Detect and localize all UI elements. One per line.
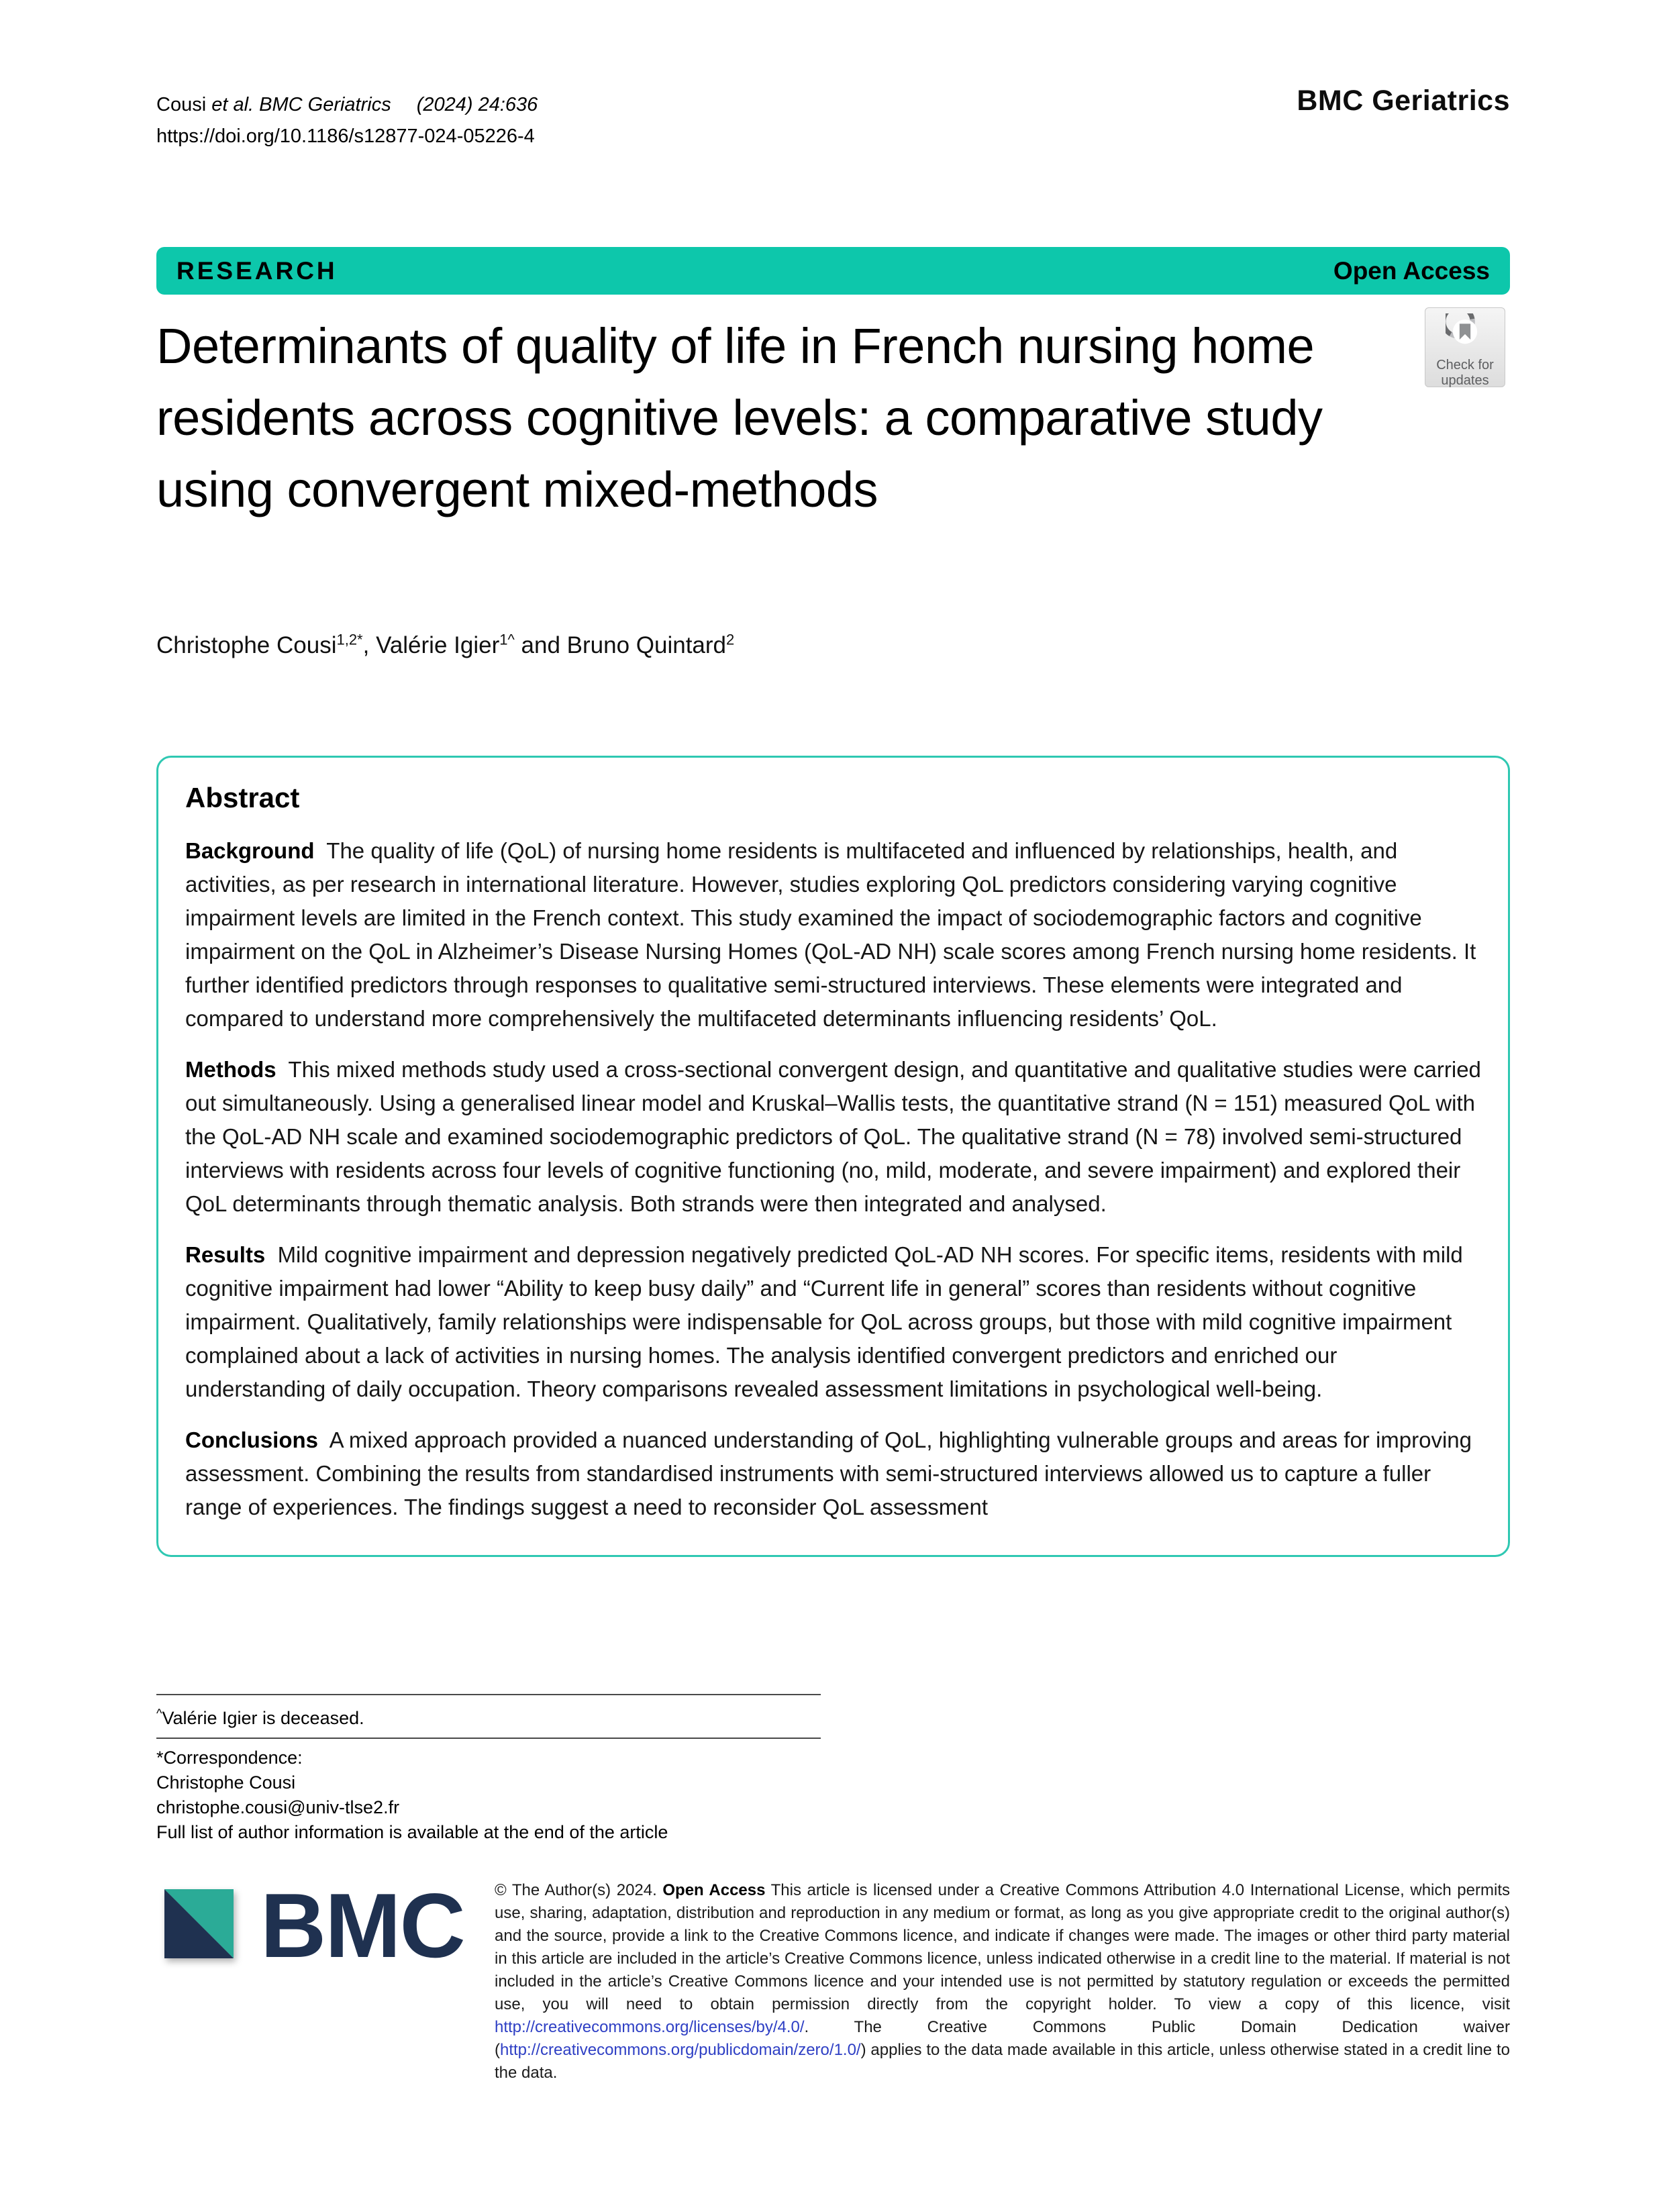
author-name: and Bruno Quintard: [514, 632, 727, 658]
article-type-banner: [156, 247, 1510, 295]
bmc-logo-text: BMC: [260, 1874, 464, 1976]
citation-journal: et al. BMC Geriatrics: [211, 94, 391, 115]
open-access-label: Open Access: [1333, 256, 1490, 285]
check-for-updates-button[interactable]: [1425, 307, 1505, 387]
abstract-conclusions: Conclusions A mixed approach provided a nuanced understanding of QoL, highlighting vulnerable groups and areas for improving assessment. Combining the results from standardised instruments with semi-structured interviews allowed us to capture a fuller range of experiences. The findings suggest a need to reconsider QoL assessment: [185, 1427, 1472, 1519]
bmc-logo: [164, 1874, 464, 1976]
open-access-bold: Open Access: [662, 1881, 766, 1899]
correspondence-label: *Correspondence:: [156, 1748, 303, 1768]
citation-line: [156, 94, 538, 115]
cc-by-license-link[interactable]: http://creativecommons.org/licenses/by/4.0/: [495, 2018, 805, 2036]
author-affiliation-marker: 2: [726, 631, 735, 648]
license-text: © The Author(s) 2024. Open Access This article is licensed under a Creative Commons Attribution 4.0 International License, which permits use, sharing, adaptation, distribution and reproduction in any medium or format, as long as you give appropriate credit to the original author(s) and the source, provide a link to the Creative Commons licence, and indicate if changes were made. The images or other third party material in this article are included in the article’s Creative Commons licence, unless indicated otherwise in a credit line to the material. If material is not included in the article’s Creative Commons licence and your intended use is not permitted by statutory regulation or exceeds the permitted use, you will need to obtain permission directly from the copyright holder. To view a copy of this licence, visit http://creativecommons.org/licenses/by/4.0/. The Creative Commons Public Domain Dedication waiver (http://creativecommons.org/publicdomain/zero/1.0/) applies to the data made available in this article, unless otherwise stated in a credit line to the data.: [495, 1881, 1510, 2082]
journal-masthead: BMC Geriatrics: [1297, 85, 1510, 117]
badge-label: Check for updates: [1436, 358, 1494, 388]
article-type-label: RESEARCH: [176, 256, 338, 285]
cc-zero-waiver-link[interactable]: http://creativecommons.org/publicdomain/zero/1.0/: [500, 2041, 861, 2059]
abstract-methods: Methods This mixed methods study used a cross-sectional convergent design, and quantitative and qualitative studies were carried out simultaneously. Using a generalised linear model and Kruskal–Wallis tests, the quantitative strand (N = 151) measured QoL with the QoL-AD NH scale and examined sociodemographic predictors of QoL. The qualitative strand (N = 78) involved semi-structured interviews with residents across four levels of cognitive functioning (no, mild, moderate, and severe impairment) and explored their QoL determinants through thematic analysis. Both strands were then integrated and analysed.: [185, 1057, 1481, 1216]
doi-link[interactable]: https://doi.org/10.1186/s12877-024-05226-4: [156, 125, 535, 147]
correspondence-block: [156, 1746, 821, 1845]
bmc-logo-icon: [164, 1889, 234, 1962]
abstract-background: Background The quality of life (QoL) of nursing home residents is multifaceted and influenced by relationships, health, and activities, as per research in international literature. However, studies exploring QoL predictors considering varying cognitive impairment levels are limited in the French context. This study examined the impact of sociodemographic factors and cognitive impairment on the QoL in Alzheimer’s Disease Nursing Homes (QoL-AD NH) scale scores among French nursing home residents. It further identified predictors through responses to qualitative semi-structured interviews. These elements were integrated and compared to understand more comprehensively the multifaceted determinants influencing residents’ QoL.: [185, 838, 1476, 1031]
author-name: Christophe Cousi: [156, 632, 337, 658]
author-name: , Valérie Igier: [362, 632, 500, 658]
author-affiliation-marker: 1^: [499, 631, 515, 648]
citation-author: Cousi: [156, 94, 212, 115]
crossmark-icon: [1446, 313, 1484, 356]
deceased-note: ^Valérie Igier is deceased.: [156, 1707, 364, 1728]
correspondence-email[interactable]: christophe.cousi@univ-tlse2.fr: [156, 1797, 400, 1817]
author-info-note: Full list of author information is available at the end of the article: [156, 1822, 668, 1842]
abstract-heading: Abstract: [185, 782, 300, 813]
header-citation: [156, 89, 538, 152]
page-title: Determinants of quality of life in French nursing home residents across cognitive levels: a comparative study using convergent mixed-methods: [156, 318, 1323, 517]
footnote-divider: [156, 1738, 821, 1739]
correspondence-name: Christophe Cousi: [156, 1772, 296, 1793]
footnotes: [156, 1694, 821, 1845]
citation-volume: (2024) 24:636: [416, 94, 538, 115]
abstract-box: [156, 756, 1510, 1557]
abstract-results: Results Mild cognitive impairment and depression negatively predicted QoL-AD NH scores. For specific items, residents with mild cognitive impairment had lower “Ability to keep busy daily” and “Current life in general” scores than residents without cognitive impairment. Qualitatively, family relationships were indispensable for QoL across groups, but those with mild cognitive impairment complained about a lack of activities in nursing homes. The analysis identified convergent predictors and enriched our understanding of daily occupation. Theory comparisons revealed assessment limitations in psychological well-being.: [185, 1242, 1463, 1401]
author-affiliation-marker: 1,2*: [336, 631, 363, 648]
author-list: [156, 632, 734, 659]
